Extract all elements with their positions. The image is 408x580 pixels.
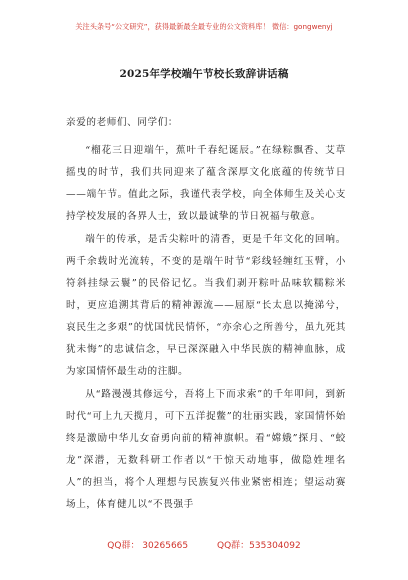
header-notice: 关注头条号“公文研究”，获得最新最全最专业的公文资料库！ 微信：gongwenyj [75, 22, 333, 31]
paragraph-1: “榴花三日迎端午，蕉叶千春纪诞辰。”在绿粽飘香、艾草摇曳的时节，我们共同迎来了蕴含深厚文化底蕴的传统节日——端午节。值此之际，我谨代表学校，向全体师生及关心支持学校发展的各界人士，致以最诚挚的节日祝福与敬意。 [66, 145, 346, 222]
footer-qq-group-2: QQ群：535304092 [217, 541, 301, 551]
document-body [66, 112, 346, 517]
document-title: 2025年学校端午节校长致辞讲话稿 [119, 68, 289, 80]
footer-qq-group-1: QQ群： 30265665 [107, 541, 189, 551]
footer-contact [0, 538, 408, 551]
salutation: 亲爱的老师们、同学们： [66, 117, 179, 128]
paragraph-3: 从“路漫漫其修远兮，吾将上下而求索”的千年叩问，到新时代“可上九天揽月，可下五洋捉鳖”的壮丽实践，家国情怀始终是激励中华儿女奋勇向前的精神旗帜。看“嫦娥”探月、“蛟龙”深潜，无数科研工作者以“干惊天动地事，做隐姓埋名人”的担当，将个人理想与民族复兴伟业紧密相连；望运动赛场上，体育健儿以“不畏强手 [66, 389, 346, 510]
paragraph-2: 端午的传承，是舌尖粽叶的清香，更是千年文化的回响。两千余载时光流转，不变的是端午时节“彩线轻缠红玉臂，小符斜挂绿云鬟”的民俗记忆。当我们剥开粽叶品味软糯粽米时，更应追溯其背后的精神源流——屈原“长太息以掩涕兮，哀民生之多艰”的忧国忧民情怀，“亦余心之所善兮，虽九死其犹未悔”的忠诚信念，早已深深融入中华民族的精神血脉，成为家国情怀最生动的注脚。 [66, 234, 346, 377]
